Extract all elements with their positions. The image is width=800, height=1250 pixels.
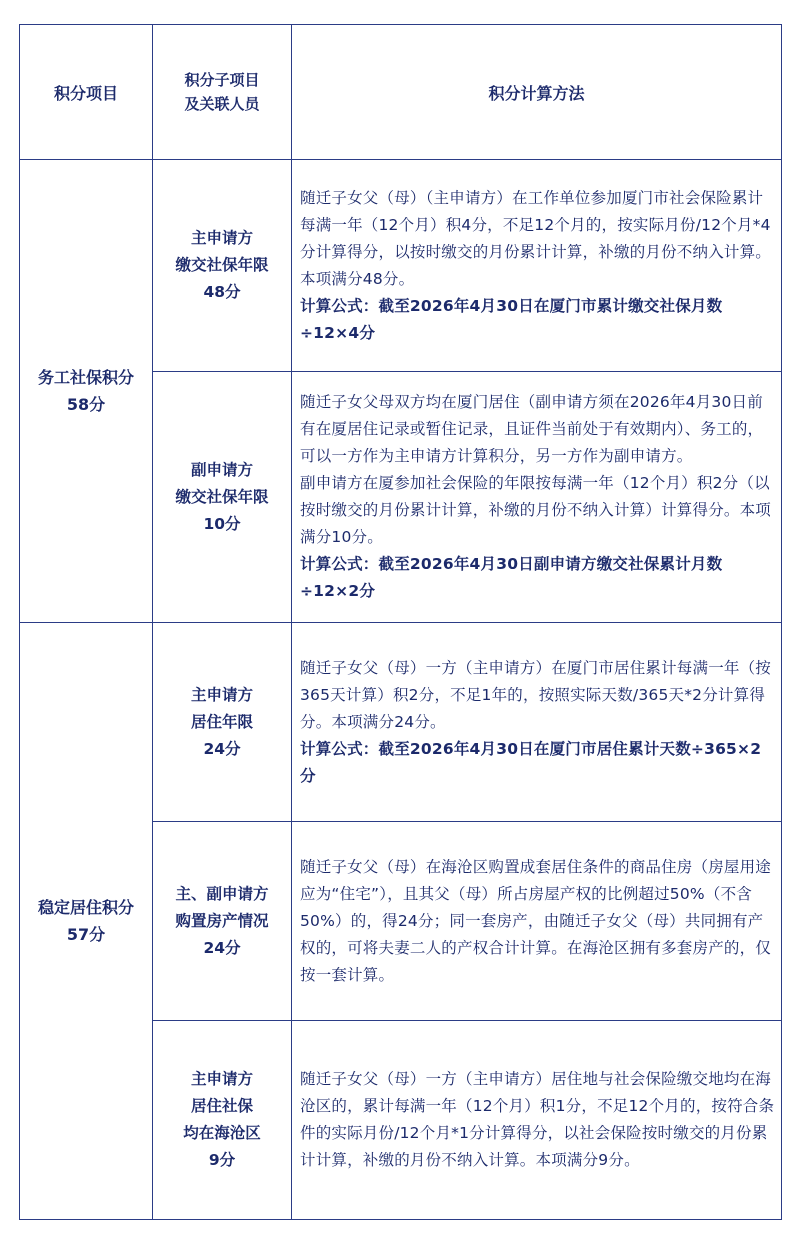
category-cell: [20, 623, 153, 1220]
header-sub-item-line2: 及关联人员: [184, 95, 260, 113]
header-method-label: 积分计算方法: [488, 83, 585, 103]
method-formula: 计算公式：截至2026年4月30日在厦门市累计缴交社保月数÷12×4分: [300, 296, 723, 342]
method-paragraph: 随迁子女父母双方均在厦门居住（副申请方须在2026年4月30日前有在厦居住记录或暂住记录，且证件当前处于有效期内）、务工的，可以一方作为主申请方计算积分，另一方作为副申请方。: [300, 393, 764, 465]
sub-item-line: 主、副申请方: [175, 884, 269, 903]
method-paragraph: 随迁子女父（母）一方（主申请方）居住地与社会保险缴交地均在海沧区的，累计每满一年（12个月）积1分，不足12个月的，按符合条件的实际月份/12个月*1分计算得分，以社会保险按时缴交的月份累计计算，补缴的月份不纳入计算。本项满分9分。: [300, 1070, 775, 1169]
header-sub-item: [153, 25, 292, 160]
category-score: 58分: [66, 395, 106, 414]
table-row: [20, 160, 782, 372]
sub-item-line: 9分: [208, 1151, 236, 1169]
method-paragraph: 副申请方在厦参加社会保险的年限按每满一年（12个月）积2分（以按时缴交的月份累计计算，补缴的月份不纳入计算）计算得分。本项满分10分。: [300, 474, 772, 546]
sub-item-cell: [153, 160, 292, 372]
method-formula: 计算公式：截至2026年4月30日副申请方缴交社保累计月数÷12×2分: [300, 555, 723, 600]
method-formula: 计算公式：截至2026年4月30日在厦门市居住累计天数÷365×2分: [300, 739, 762, 785]
sub-item-cell: [153, 1021, 292, 1220]
method-cell: [292, 623, 782, 822]
category-cell: [20, 160, 153, 623]
method-paragraph: 随迁子女父（母）（主申请方）在工作单位参加厦门市社会保险累计每满一年（12个月）积4分，不足12个月的，按实际月份/12个月*4分计算得分，以按时缴交的月份累计计算，补缴的月份不纳入计算。本项满分48分。: [300, 188, 772, 288]
score-table: [19, 24, 782, 1220]
sub-item-line: 缴交社保年限: [175, 487, 269, 506]
sub-item-cell: [153, 623, 292, 822]
method-paragraph: 随迁子女父（母）一方（主申请方）在厦门市居住累计每满一年（按365天计算）积2分，不足1年的，按照实际天数/365天*2分计算得分。本项满分24分。: [300, 658, 772, 731]
sub-item-cell: [153, 372, 292, 623]
sub-item-line: 副申请方: [190, 460, 253, 479]
sub-item-line: 购置房产情况: [175, 911, 269, 930]
method-cell: [292, 160, 782, 372]
sub-item-cell: [153, 822, 292, 1021]
table-row: [20, 623, 782, 822]
category-score: 57分: [66, 925, 106, 944]
sub-item-line: 主申请方: [190, 685, 253, 704]
sub-item-line: 居住社保: [190, 1097, 253, 1115]
sub-item-line: 均在海沧区: [183, 1124, 261, 1142]
sub-item-line: 主申请方: [190, 229, 253, 247]
header-method: [292, 25, 782, 160]
sub-item-line: 24分: [203, 938, 241, 957]
category-name: 务工社保积分: [37, 368, 134, 387]
method-cell: [292, 372, 782, 623]
sub-item-line: 24分: [203, 739, 241, 758]
header-item: [20, 25, 153, 160]
method-cell: [292, 1021, 782, 1220]
sub-item-line: 主申请方: [190, 1070, 253, 1088]
header-sub-item-line1: 积分子项目: [184, 71, 260, 89]
sub-item-line: 缴交社保年限: [175, 256, 269, 274]
method-cell: [292, 822, 782, 1021]
method-paragraph: 随迁子女父（母）在海沧区购置成套居住条件的商品住房（房屋用途应为“住宅”），且其父（母）所占房屋产权的比例超过50%（不含50%）的，得24分；同一套房产，由随迁子女父（母）共同拥有产权的，可将夫妻二人的产权合计计算。在海沧区拥有多套房产的，仅按一套计算。: [300, 857, 772, 984]
sub-item-line: 居住年限: [190, 712, 253, 731]
header-item-label: 积分项目: [53, 83, 118, 103]
category-name: 稳定居住积分: [37, 898, 134, 917]
table-header-row: [20, 25, 782, 160]
sub-item-line: 10分: [203, 514, 241, 533]
sub-item-line: 48分: [203, 283, 241, 301]
score-table-container: [19, 24, 782, 1220]
